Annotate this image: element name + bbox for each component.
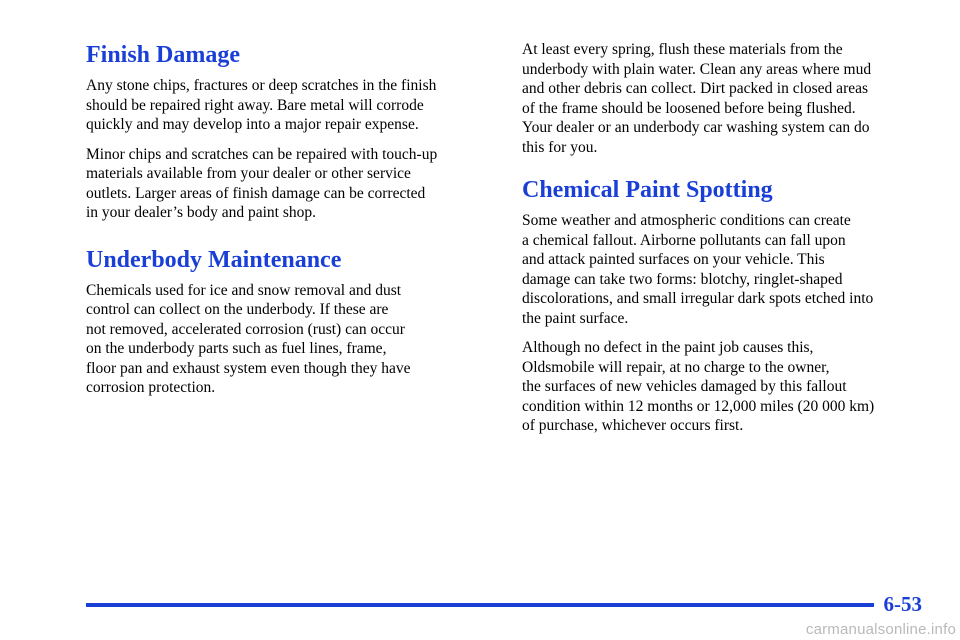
chemical-paint-spotting-paragraph-1: Some weather and atmospheric conditions can create a chemical fallout. Airborne pollutants can fall upon and attack painted surfaces on your vehicle. This damage can take two forms: blotchy, ringlet‐shaped discolorations, and small irregular dark spots etched into the paint surface. bbox=[522, 212, 874, 327]
chemical-paint-spotting-heading: Chemical Paint Spotting bbox=[522, 177, 773, 203]
underbody-flush-paragraph: At least every spring, flush these materials from the underbody with plain water. Clean any areas where mud and other debris can collect. Dirt packed in closed areas of the frame should be loosened before being flushed. Your dealer or an underbody car washing system can do this for you. bbox=[522, 41, 872, 156]
finish-damage-paragraph-1: Any stone chips, fractures or deep scratches in the finish should be repaired right away. Bare metal will corrode quickly and may develop into a major repair expense. bbox=[86, 77, 437, 133]
finish-damage-heading: Finish Damage bbox=[86, 42, 241, 68]
right-column bbox=[522, 40, 932, 436]
underbody-maintenance-paragraph-1: Chemicals used for ice and snow removal and dust control can collect on the underbody. If these are not removed, accelerated corrosion (rust) can occur on the underbody parts such as fuel lines, frame, floor pan and exhaust system even though they have corrosion protection. bbox=[86, 281, 411, 396]
watermark-text: carmanualsonline.info bbox=[805, 621, 956, 638]
page-number: 6-53 bbox=[883, 592, 922, 616]
finish-damage-paragraph-2: Minor chips and scratches can be repaired with touch‐up materials available from your dealer or other service outlets. Larger areas of finish damage can be corrected in your dealer’s body and paint shop. bbox=[86, 145, 438, 221]
footer-rule bbox=[86, 603, 874, 607]
underbody-maintenance-heading: Underbody Maintenance bbox=[86, 246, 342, 273]
chemical-paint-spotting-paragraph-2: Although no defect in the paint job causes this, Oldsmobile will repair, at no charge to the owner, the surfaces of new vehicles damaged by this fallout condition within 12 months or 12,000 miles (20 000 km) of purchase, whichever occurs first. bbox=[522, 339, 875, 434]
left-column bbox=[86, 40, 496, 398]
